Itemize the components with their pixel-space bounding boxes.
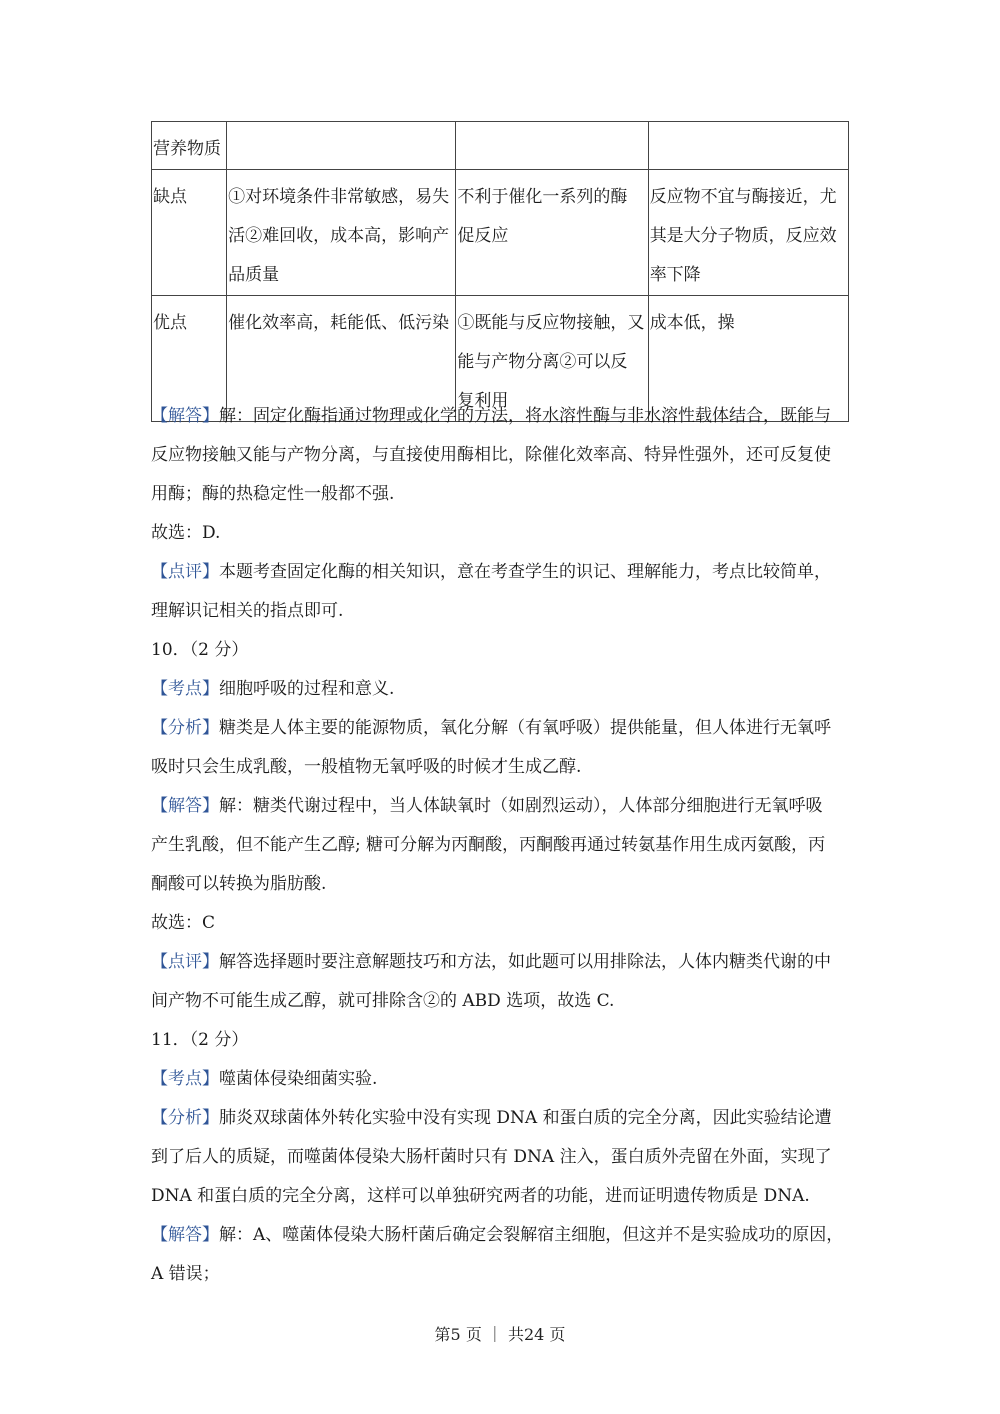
line-text: 解：固定化酶指通过物理或化学的方法，将水溶性酶与非水溶性载体结合，既能与 xyxy=(219,406,831,426)
line-text: 11．（2 分） xyxy=(151,1030,249,1050)
cell-line: 营养物质 xyxy=(153,139,221,159)
line-text: DNA 和蛋白质的完全分离，这样可以单独研究两者的功能，进而证明遗传物质是 DNA. xyxy=(151,1186,810,1206)
line-text: 噬菌体侵染细菌实验. xyxy=(219,1069,378,1089)
table-cell xyxy=(648,122,848,170)
line-text: A 错误； xyxy=(151,1264,220,1284)
cell-line: 能与产物分离②可以反 xyxy=(457,352,628,372)
line-text: 用酶；酶的热稳定性一般都不强. xyxy=(151,484,395,504)
section-tag: 【解答】 xyxy=(151,1225,219,1245)
cell-line: 品质量 xyxy=(228,265,280,285)
section-tag: 【点评】 xyxy=(151,952,219,972)
text-line xyxy=(151,560,831,584)
text-line xyxy=(151,482,394,506)
line-text: 故选：C xyxy=(151,913,216,933)
table-cell xyxy=(227,296,456,422)
line-text: 到了后人的质疑，而噬菌体侵染大肠杆菌时只有 DNA 注入，蛋白质外壳留在外面，实现了 xyxy=(151,1147,832,1167)
text-line xyxy=(151,989,614,1013)
text-line xyxy=(151,1223,843,1247)
section-tag: 【考点】 xyxy=(151,679,219,699)
text-line xyxy=(151,794,823,818)
text-line xyxy=(151,638,248,662)
cell-line: 活②难回收，成本高，影响产 xyxy=(228,226,450,246)
cell-line: 其是大分子物质，反应效 xyxy=(649,226,837,246)
table-cell xyxy=(456,296,648,422)
cell-line: 复利用 xyxy=(457,391,509,411)
table-cell xyxy=(152,122,227,170)
text-line xyxy=(151,1028,248,1052)
cell-line: ①对环境条件非常敏感，易失 xyxy=(228,187,450,207)
text-line xyxy=(151,677,394,701)
text-line xyxy=(151,872,326,896)
table-cell xyxy=(456,170,648,296)
line-text: 酮酸可以转换为脂肪酸. xyxy=(151,874,327,894)
cell-line: ①既能与反应物接触，又 xyxy=(457,313,645,333)
section-tag: 【分析】 xyxy=(151,718,219,738)
text-line xyxy=(151,716,831,740)
line-text: 本题考查固定化酶的相关知识，意在考查学生的识记、理解能力，考点比较简单， xyxy=(219,562,831,582)
text-line xyxy=(151,1145,832,1169)
table-cell xyxy=(152,170,227,296)
line-text: 产生乳酸，但不能产生乙醇; 糖可分解为丙酮酸，丙酮酸再通过转氨基作用生成丙氨酸，丙 xyxy=(151,835,826,855)
text-line xyxy=(151,521,220,545)
text-line xyxy=(151,1184,810,1208)
text-line xyxy=(151,1262,220,1286)
cell-line: 率下降 xyxy=(649,265,701,285)
cell-line: 反应物不宜与酶接近，尤 xyxy=(649,187,837,207)
table-row xyxy=(152,296,849,422)
line-text: 糖类是人体主要的能源物质，氧化分解（有氧呼吸）提供能量，但人体进行无氧呼 xyxy=(219,718,831,738)
table-cell xyxy=(152,296,227,422)
enzyme-comparison-table xyxy=(151,121,849,422)
section-tag: 【考点】 xyxy=(151,1069,219,1089)
table-row xyxy=(152,170,849,296)
text-line xyxy=(151,599,343,623)
table-row xyxy=(152,122,849,170)
line-text: 10．（2 分） xyxy=(151,640,249,660)
text-line xyxy=(151,1067,377,1091)
text-line xyxy=(151,443,831,467)
table-cell xyxy=(227,170,456,296)
text-line xyxy=(151,833,825,857)
line-text: 解答选择题时要注意解题技巧和方法，如此题可以用排除法，人体内糖类代谢的中 xyxy=(219,952,831,972)
table-cell xyxy=(456,122,648,170)
text-line xyxy=(151,755,581,779)
section-tag: 【解答】 xyxy=(151,406,219,426)
cell-line: 不利于催化一系列的酶 xyxy=(457,187,628,207)
table-cell xyxy=(648,296,848,422)
text-line xyxy=(151,404,831,428)
line-text: 解：A、噬菌体侵染大肠杆菌后确定会裂解宿主细胞，但这并不是实验成功的原因， xyxy=(219,1225,844,1245)
section-tag: 【点评】 xyxy=(151,562,219,582)
line-text: 肺炎双球菌体外转化实验中没有实现 DNA 和蛋白质的完全分离，因此实验结论遭 xyxy=(219,1108,832,1128)
cell-line: 促反应 xyxy=(457,226,509,246)
table-cell xyxy=(227,122,456,170)
answer-text xyxy=(151,404,851,1304)
section-tag: 【解答】 xyxy=(151,796,219,816)
line-text: 故选：D. xyxy=(151,523,221,543)
cell-line: 催化效率高，耗能低、低污染 xyxy=(228,313,450,333)
line-text: 理解识记相关的指点即可. xyxy=(151,601,344,621)
table-cell xyxy=(648,170,848,296)
cell-line: 优点 xyxy=(153,313,187,333)
line-text: 细胞呼吸的过程和意义. xyxy=(219,679,395,699)
section-tag: 【分析】 xyxy=(151,1108,219,1128)
line-text: 间产物不可能生成乙醇，就可排除含②的 ABD 选项，故选 C. xyxy=(151,991,615,1011)
text-line xyxy=(151,950,831,974)
line-text: 反应物接触又能与产物分离，与直接使用酶相比，除催化效率高、特异性强外，还可反复使 xyxy=(151,445,831,465)
line-text: 解：糖类代谢过程中，当人体缺氧时（如剧烈运动），人体部分细胞进行无氧呼吸 xyxy=(219,796,823,816)
text-line xyxy=(151,911,215,935)
page-footer: 第5 页 ｜ 共24 页 xyxy=(434,1325,566,1344)
line-text: 吸时只会生成乳酸，一般植物无氧呼吸的时候才生成乙醇. xyxy=(151,757,582,777)
cell-line: 缺点 xyxy=(153,187,187,207)
text-line xyxy=(151,1106,832,1130)
cell-line: 成本低，操 xyxy=(649,313,735,333)
